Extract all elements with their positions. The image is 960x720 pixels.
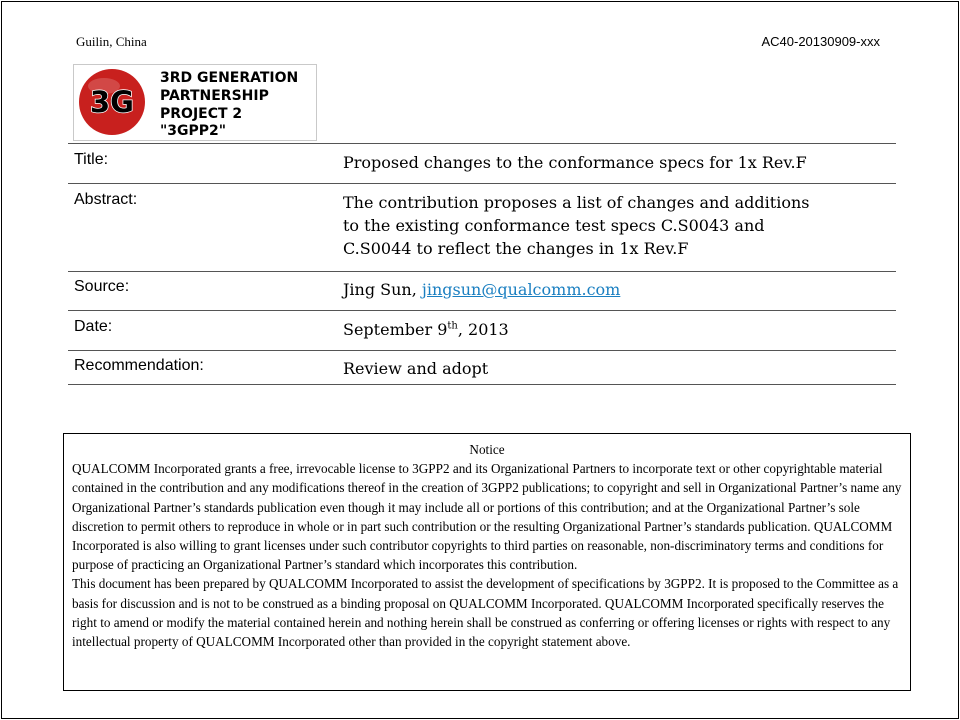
abstract-line-2: to the existing conformance test specs C.S0043 and <box>343 216 765 235</box>
source-email-link[interactable]: jingsun@qualcomm.com <box>421 280 621 299</box>
title-label: Title: <box>74 151 109 168</box>
source-row <box>68 272 896 311</box>
header-row <box>76 34 880 52</box>
abstract-row <box>68 184 896 272</box>
title-row <box>68 143 896 184</box>
abstract-value <box>343 191 886 260</box>
notice-box <box>63 433 911 691</box>
date-ordinal: th <box>447 320 458 332</box>
source-label: Source: <box>74 278 130 295</box>
logo-line-1: 3RD GENERATION <box>160 70 299 86</box>
logo-badge-text: 3G <box>90 85 134 119</box>
abstract-label: Abstract: <box>74 191 138 208</box>
notice-paragraph-1: QUALCOMM Incorporated grants a free, irrevocable license to 3GPP2 and its Organizational Partners to incorporate text or other copyrightable material contained in the contribution and any modifications thereof in the creation of 3GPP2 publications; to copyright and sell in Organizational Partner’s name any Organizational Partner’s standards publication even though it may include all or portions of this contribution; and at the Organizational Partner’s sole discretion to permit others to reproduce in whole or in part such contribution or the resulting Organizational Partner’s standards publication. QUALCOMM Incorporated is also willing to grant licenses under such contributor copyrights to third parties on reasonable, non-discriminatory terms and conditions for purpose of practicing an Organizational Partner’s standard which incorporates this contribution. <box>72 461 902 573</box>
date-value <box>343 318 886 341</box>
logo-line-4: "3GPP2" <box>160 123 227 139</box>
notice-paragraph-2: This document has been prepared by QUALCOMM Incorporated to assist the development of specifications by 3GPP2. It is proposed to the Committee as a basis for discussion and is not to be construed as a binding proposal on QUALCOMM Incorporated. QUALCOMM Incorporated specifically reserves the right to amend or modify the material contained herein and nothing herein shall be construed as conferring or offering licenses or rights with respect to any intellectual property of QUALCOMM Incorporated other than provided in the copyright statement above. <box>72 576 899 650</box>
contribution-info-table <box>68 143 896 385</box>
document-id: AC40-20130909-xxx <box>761 34 880 49</box>
abstract-line-3: C.S0044 to reflect the changes in 1x Rev.F <box>343 239 689 258</box>
recommendation-value: Review and adopt <box>343 359 489 378</box>
logo-line-2: PARTNERSHIP <box>160 88 269 104</box>
title-value: Proposed changes to the conformance specs for 1x Rev.F <box>343 153 807 172</box>
source-value <box>343 278 886 301</box>
recommendation-label: Recommendation: <box>74 357 204 374</box>
date-label: Date: <box>74 318 113 335</box>
notice-title: Notice <box>469 442 505 457</box>
recommendation-row <box>68 351 896 385</box>
date-tail: , 2013 <box>457 320 509 339</box>
date-main: September 9 <box>343 320 448 339</box>
3gpp2-logo <box>73 64 317 141</box>
logo-line-3: PROJECT 2 <box>160 106 243 122</box>
abstract-line-1: The contribution proposes a list of changes and additions <box>343 193 810 212</box>
date-row <box>68 311 896 351</box>
source-name: Jing Sun, <box>343 280 422 299</box>
meeting-location: Guilin, China <box>76 34 147 49</box>
